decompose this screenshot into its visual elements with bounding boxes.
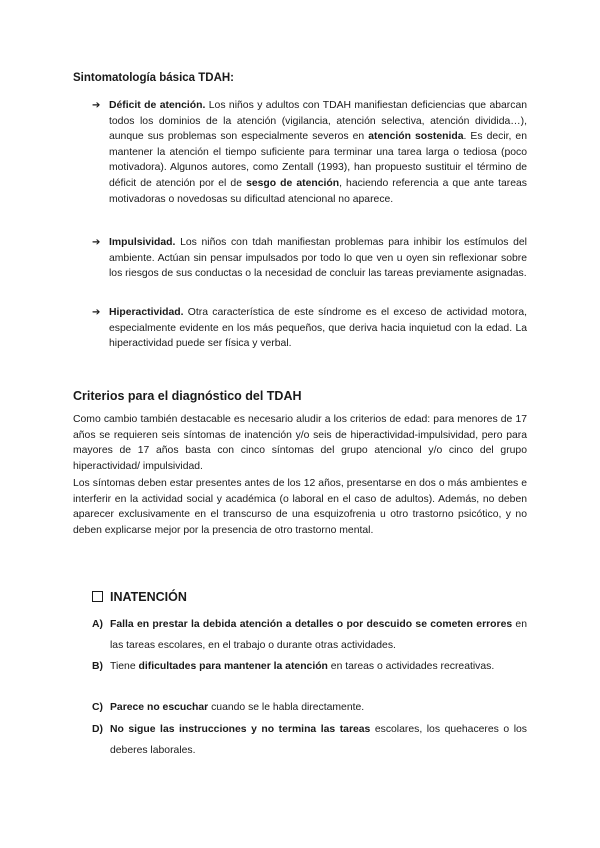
list-letter: A): [92, 619, 103, 630]
criterion-bold-text: dificultades para mantener la atención: [138, 661, 328, 672]
paragraph-criterios-sintomas: Los síntomas deben estar presentes antes de los 12 años, presentarse en dos o más ambientes e interferir en la actividad social y académica (o laboral en el caso de adultos). Además, no deben aparecer exclusivamente en el transcurso de una esquizofrenia u otro trastorno psicótico, y no deben explicarse mejor por la presencia de otro trastorno mental.: [73, 478, 527, 536]
section-heading-inatencion: [92, 590, 187, 604]
list-letter: B): [92, 661, 103, 672]
arrow-bullet-icon: ➔: [92, 237, 101, 248]
criterion-item-b: [110, 657, 527, 678]
item-text: Otra característica de este síndrome es el exceso de actividad motora, especialmente evidente en los más pequeños, que deriva hacia inquietud con la edad. La hiperactividad puede ser física y verbal.: [109, 307, 527, 350]
item-text: Los niños y adultos con TDAH manifiestan deficiencias que abarcan todos los dominios de la atención (vigilancia, atención selectiva, atención dividida…), aunque sus problemas son especialmente severos en: [109, 100, 527, 143]
section-heading-criterios: Criterios para el diagnóstico del TDAH: [73, 389, 302, 403]
paragraph-criterios-edad: Como cambio también destacable es necesario aludir a los criterios de edad: para menores de 17 años se requieren seis síntomas de inatención y/o seis de hiperactividad-impulsividad, pero para mayores de 17 años basta con cinco síntomas del grupo atencional y/o cinco del grupo hiperactividad/ impulsividad.: [73, 414, 527, 472]
arrow-bullet-icon: ➔: [92, 307, 101, 318]
criterion-text: Tiene: [110, 661, 139, 672]
criterion-item-a: [110, 615, 527, 657]
criterion-text: en las tareas escolares, en el trabajo o durante otras actividades.: [110, 619, 527, 651]
list-letter: D): [92, 724, 103, 735]
item-text: , haciendo referencia a que ante tareas motivadoras o novedosas su dificultad atencional no aparece.: [109, 177, 527, 205]
item-bold-text: sesgo de atención: [246, 177, 340, 189]
arrow-bullet-icon: ➔: [92, 100, 101, 111]
criterion-bold-text: Parece no escuchar: [110, 702, 209, 713]
criterion-text: en tareas o actividades recreativas.: [327, 661, 495, 672]
criterion-item-d: [110, 720, 527, 762]
item-bold-text: atención sostenida: [368, 131, 464, 143]
inatencion-heading-text: INATENCIÓN: [110, 590, 187, 604]
list-item-hiperactividad: [109, 305, 527, 352]
item-text: Los niños con tdah manifiestan problemas para inhibir los estímulos del ambiente. Actúan sin pensar impulsados por todo lo que ven u oyen sin reflexionar sobre los riesgos de sus conductas o la necesidad de concluir las tareas previamente asignadas.: [109, 237, 527, 280]
item-title: Hiperactividad.: [109, 307, 184, 318]
criterion-text: escolares, los quehaceres o los deberes laborales.: [110, 724, 527, 756]
list-letter: C): [92, 702, 103, 713]
list-item-deficit-atencion: [109, 98, 527, 207]
item-title: Impulsividad.: [109, 237, 176, 248]
criterion-item-c: [110, 698, 527, 719]
criterion-bold-text: Falla en prestar la debida atención a detalles o por descuido se cometen errores: [110, 619, 513, 630]
criterion-text: cuando se le habla directamente.: [208, 702, 365, 713]
criterion-bold-text: No sigue las instrucciones y no termina las tareas: [110, 724, 371, 735]
item-title: Déficit de atención.: [109, 100, 206, 111]
checkbox-icon: [92, 591, 103, 602]
item-text: . Es decir, en mantener la atención el tiempo suficiente para terminar una tarea larga o tediosa (poco motivadora). Algunos autores, como Zentall (1993), han propuesto sustituir el término de déficit de atención por el de: [109, 131, 527, 189]
section-heading-sintomatologia: Sintomatología básica TDAH:: [73, 72, 235, 84]
list-item-impulsividad: [109, 235, 527, 282]
